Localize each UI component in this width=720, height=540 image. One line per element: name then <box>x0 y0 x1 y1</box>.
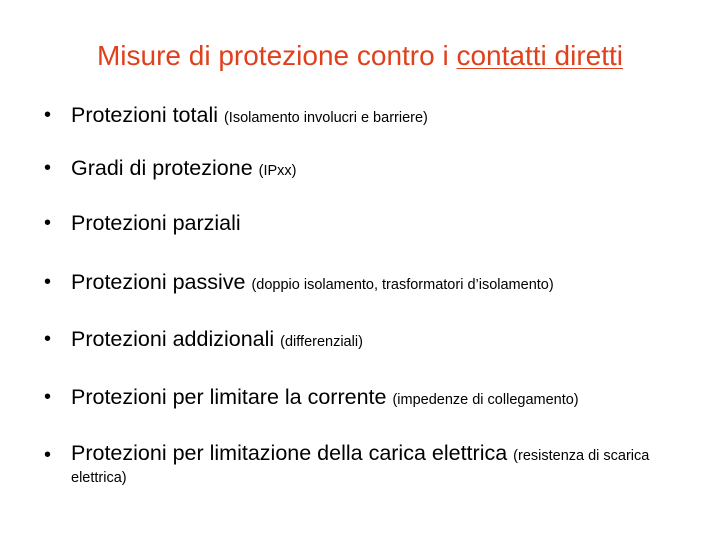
bullet-item <box>44 441 694 488</box>
bullet-text: Protezioni per limitazione della carica elettrica <box>71 441 514 465</box>
bullet-note: (doppio isolamento, trasformatori d’isolamento) <box>251 277 554 293</box>
bullet-text: Gradi di protezione <box>71 156 259 180</box>
bullet-item <box>44 328 694 353</box>
bullet-note: (impedenze di collegamento) <box>392 392 579 408</box>
bullet-note: (Isolamento involucri e barriere) <box>223 110 428 126</box>
bullet-note: (differenziali) <box>280 334 363 350</box>
bullet-text: Protezioni per limitare la corrente <box>71 385 393 409</box>
bullet-note: (resistenza di scarica elettrica) <box>71 448 650 486</box>
bullet-marker: • <box>44 212 52 234</box>
bullet-marker: • <box>44 444 52 466</box>
title-underlined-text: contatti diretti <box>456 40 624 71</box>
bullet-item <box>44 271 694 296</box>
bullet-item <box>44 212 694 237</box>
bullet-item <box>44 104 694 129</box>
bullet-item <box>44 386 694 411</box>
bullet-note: (IPxx) <box>258 163 297 179</box>
bullet-marker: • <box>44 157 52 179</box>
bullet-marker: • <box>44 104 52 126</box>
bullet-item <box>44 157 694 182</box>
bullet-marker: • <box>44 328 52 350</box>
bullet-text: Protezioni totali <box>71 103 224 127</box>
bullet-text: Protezioni parziali <box>71 211 241 235</box>
bullet-text: Protezioni passive <box>71 270 252 294</box>
bullet-marker: • <box>44 271 52 293</box>
bullet-marker: • <box>44 386 52 408</box>
title-text: Misure di protezione contro i <box>96 40 457 71</box>
slide-title <box>0 38 720 74</box>
bullet-text: Protezioni addizionali <box>71 327 281 351</box>
